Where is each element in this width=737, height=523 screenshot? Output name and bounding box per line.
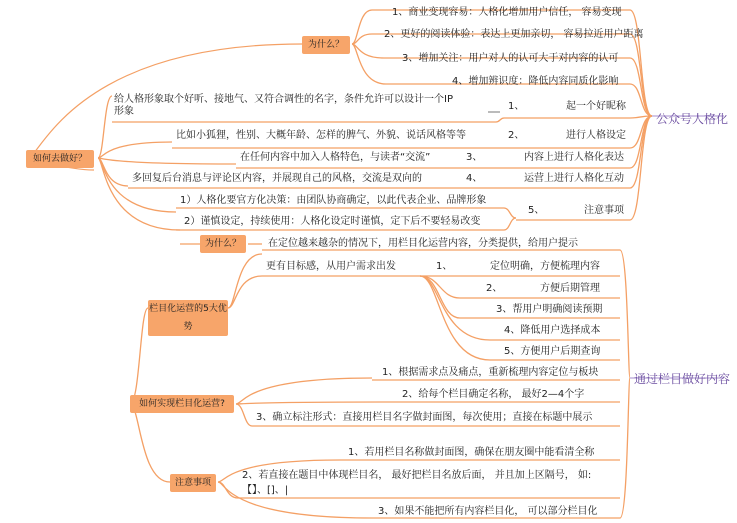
advantage-item: 4、降低用户选择成本 xyxy=(504,325,601,336)
step-title: 运营上进行人格化互动 xyxy=(524,173,624,184)
step-title: 进行人格设定 xyxy=(566,130,626,141)
notes-item: 1、若用栏目名称做封面图，确保在朋友圈中能看清全称 xyxy=(348,447,595,458)
reason-item: 2、更好的阅读体验：表达上更加亲切， 容易拉近用户距离 xyxy=(384,29,644,40)
step-detail: 多回复后台消息与评论区内容，并展现自己的风格，交流是双向的 xyxy=(132,173,422,184)
section2-why-text: 在定位越来越杂的情况下，用栏目化运营内容，分类提供，给用户提示 xyxy=(268,238,578,249)
topic-column-content: 通过栏目做好内容 xyxy=(634,372,731,386)
section1-why-node: 为什么？ xyxy=(302,36,350,54)
step-number: 3、 xyxy=(466,152,483,163)
topic-public-account: 公众号人格化 xyxy=(656,112,729,126)
section2-why-node: 为什么？ xyxy=(200,235,246,253)
section1-how-node: 如何去做好？ xyxy=(26,150,94,168)
step-number: 2、 xyxy=(508,130,525,141)
section2-notes-node: 注意事项 xyxy=(170,474,216,492)
advantage-item: 方便后期管理 xyxy=(540,283,600,294)
how-item: 3、确立标注形式：直接用栏目名字做封面图，每次使用；直接在标题中展示 xyxy=(256,412,593,423)
step-detail: 给人格形象取个好听、接地气、又符合调性的名字，条件允许可以设计一个IP形象 xyxy=(114,94,453,117)
section2-how-node: 如何实现栏目化运营? xyxy=(130,395,234,413)
advantage-item: 3、帮用户明确阅读预期 xyxy=(496,304,603,315)
advantages-node: 栏目化运营的5大优势 xyxy=(148,300,228,336)
notes-item: 3、如果不能把所有内容栏目化， 可以部分栏目化 xyxy=(378,506,598,517)
step-detail: 在任何内容中加入人格特色，与读者“交流” xyxy=(240,152,431,163)
advantage-number: 2、 xyxy=(486,283,503,294)
advantage-item: 5、方便用户后期查询 xyxy=(504,346,601,357)
step-number: 1、 xyxy=(508,101,525,112)
notes-item: 1）人格化要官方化决策：由团队协商确定，以此代表企业、品牌形象 xyxy=(180,195,487,206)
notes-number: 5、 xyxy=(528,205,545,216)
how-item: 2、给每个栏目确定名称， 最好2—4个字 xyxy=(402,389,585,400)
how-item: 1、根据需求点及痛点，重新梳理内容定位与板块 xyxy=(382,367,599,378)
step-number: 4、 xyxy=(466,173,483,184)
step-detail: 比如小狐狸，性别、大概年龄、怎样的脾气、外貌、说话风格等等 xyxy=(176,130,466,141)
notes-title: 注意事项 xyxy=(584,205,624,216)
reason-item: 4、增加辨识度：降低内容同质化影响 xyxy=(452,76,619,87)
reason-item: 1、商业变现容易：人格化增加用户信任， 容易变现 xyxy=(392,7,622,18)
advantages-detail: 更有目标感，从用户需求出发 xyxy=(266,261,396,272)
advantage-number: 1、 xyxy=(436,261,453,272)
notes-item: 【】、[]、| xyxy=(242,485,289,496)
step-title: 起一个好昵称 xyxy=(566,101,626,112)
notes-item: 2）谨慎设定，持续使用：人格化设定时谨慎，定下后不要轻易改变 xyxy=(184,216,481,227)
reason-item: 3、增加关注：用户对人的认可大于对内容的认可 xyxy=(402,53,619,64)
advantage-item: 定位明确，方便梳理内容 xyxy=(490,261,600,272)
notes-item: 2、若直接在题目中体现栏目名， 最好把栏目名放后面， 并且加上区隔号， 如: xyxy=(242,470,592,481)
step-title: 内容上进行人格化表达 xyxy=(524,152,624,163)
